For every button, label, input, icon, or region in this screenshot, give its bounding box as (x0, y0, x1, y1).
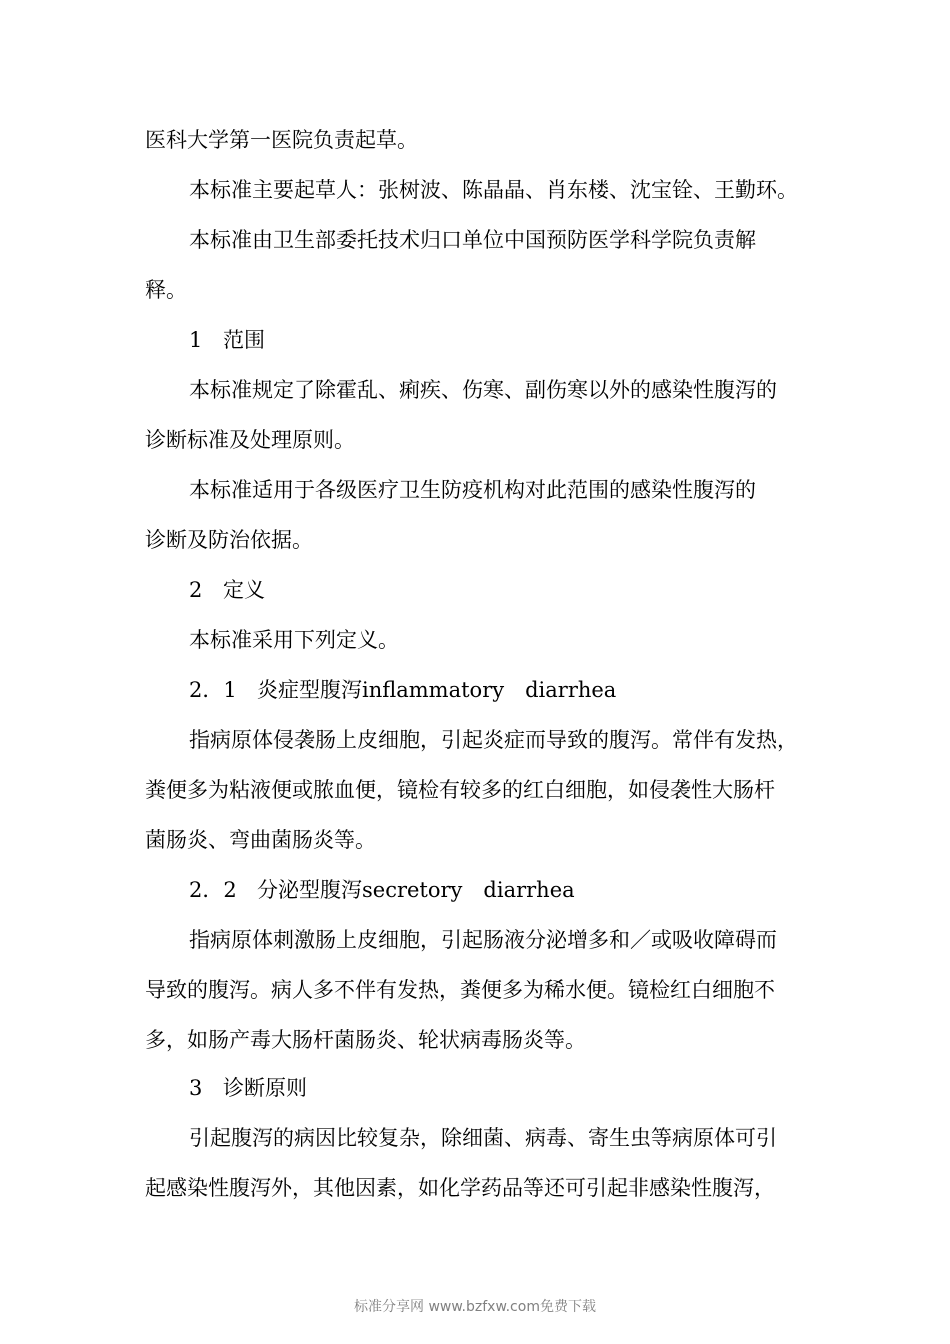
section-number: 2．1 (189, 678, 237, 702)
paragraph-line: 粪便多为粘液便或脓血便，镜检有较多的红白细胞，如侵袭性大肠杆 (145, 778, 775, 802)
paragraph-line: 本标准采用下列定义。 (189, 628, 399, 652)
paragraph-line: 诊断及防治依据。 (145, 528, 313, 552)
paragraph-line: 引起腹泻的病因比较复杂，除细菌、病毒、寄生虫等病原体可引 (189, 1126, 777, 1150)
paragraph-line: 多，如肠产毒大肠杆菌肠炎、轮状病毒肠炎等。 (145, 1028, 586, 1052)
paragraph-line: 指病原体刺激肠上皮细胞，引起肠液分泌增多和／或吸收障碍而 (189, 928, 777, 952)
section-heading-2 (189, 576, 825, 604)
paragraph-line: 释。 (145, 278, 187, 302)
subsection-heading-2-1 (189, 676, 825, 704)
section-heading-1 (189, 326, 825, 354)
section-number: 2．2 (189, 878, 237, 902)
footer-watermark: 标准分享网 www.bzfxw.com免费下载 (354, 1299, 596, 1315)
paragraph-line: 本标准由卫生部委托技术归口单位中国预防医学科学院负责解 (189, 228, 756, 252)
paragraph-line: 医科大学第一医院负责起草。 (145, 128, 418, 152)
section-title: 炎症型腹泻inflammatory diarrhea (257, 678, 617, 702)
section-title: 定义 (223, 578, 265, 602)
section-title: 范围 (223, 328, 265, 352)
paragraph-line: 本标准适用于各级医疗卫生防疫机构对此范围的感染性腹泻的 (189, 478, 756, 502)
subsection-heading-2-2 (189, 876, 825, 904)
paragraph-line: 菌肠炎、弯曲菌肠炎等。 (145, 828, 376, 852)
paragraph-line: 指病原体侵袭肠上皮细胞，引起炎症而导致的腹泻。常伴有发热， (189, 728, 798, 752)
paragraph-line: 导致的腹泻。病人多不伴有发热，粪便多为稀水便。镜检红白细胞不 (145, 978, 775, 1002)
paragraph-line: 本标准规定了除霍乱、痢疾、伤寒、副伤寒以外的感染性腹泻的 (189, 378, 777, 402)
paragraph-line: 诊断标准及处理原则。 (145, 428, 355, 452)
section-number: 1 (189, 328, 203, 352)
section-number: 3 (189, 1076, 203, 1100)
section-title: 诊断原则 (223, 1076, 307, 1100)
paragraph-line: 本标准主要起草人：张树波、陈晶晶、肖东楼、沈宝铨、王勤环。 (189, 178, 798, 202)
section-title: 分泌型腹泻secretory diarrhea (257, 878, 575, 902)
paragraph-line: 起感染性腹泻外，其他因素，如化学药品等还可引起非感染性腹泻， (145, 1176, 775, 1200)
section-number: 2 (189, 578, 203, 602)
section-heading-3 (189, 1074, 825, 1102)
